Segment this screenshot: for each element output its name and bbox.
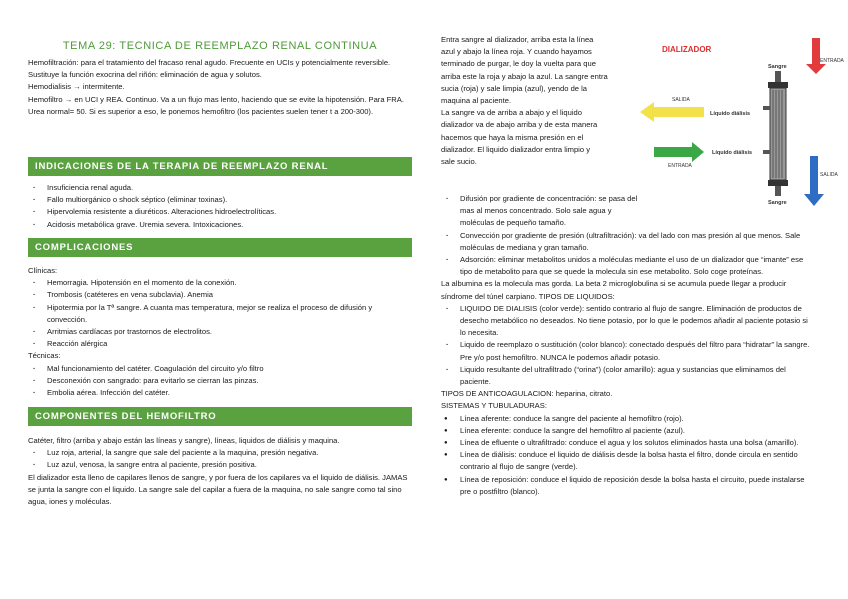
list-item: ● Línea eferente: conduce la sangre del hemofiltro al paciente (azul). [441,425,813,437]
text-line: terminado de purgar, le doy la vuelta para que [441,59,596,69]
list-item: · Hipervolemia resistente a diuréticos. Alteraciones hidroelectrolíticas. [28,206,412,218]
list-item: · Luz azul, venosa, la sangre entra al paciente, presión positiva. [28,459,412,471]
list-item: · Insuficiencia renal aguda. [28,182,412,194]
list-item: · Desconexión con sangrado: para evitarlo se cierran las pinzas. [28,375,412,387]
flujo-paragraph-1 [441,34,641,168]
salida-left-label: SALIDA [672,97,690,103]
text-line: hacemos que haya la misma presión en el [441,132,584,142]
intro-paragraph: Hemofiltro → en UCI y REA. Continuo. Va a un flujo mas lento, haciendo que se evite la hipotensión. Para FRA. Urea normal= 50. Si es superior a eso, le ponemos hemofiltro (los pacientes suelen tener t a 200-300). [28,94,404,116]
clinicas-list [28,277,412,350]
componentes-outro: El dializador esta lleno de capilares llenos de sangre, y por fuera de los capilares va el liquido de diálisis. JAMAS se junta la sangre con el liquido. La sangre sale del capilar a fuera de la maquina, no sale sangre como tal sino agua, iones y moléculas. [28,472,408,507]
text-line: dializador va de abajo arriba y de esta manera [441,120,598,130]
list-item: · Luz roja, arterial, la sangre que sale del paciente a la maquina, presión negativa. [28,447,412,459]
tecnicas-label: Técnicas: [28,351,61,361]
intro-paragraph: Hemofiltración: para el tratamiento del fracaso renal agudo. Frecuente en UCIs y potencialmente reversible. Sustituye la función exocrina del riñón: eliminación de agua y solutos. [28,58,391,80]
diagram-title: DIALIZADOR [662,45,712,54]
mecanismos-and-liquidos-block [441,193,813,498]
componentes-intro: Catéter, filtro (arriba y abajo están las líneas y sangre), líneas, liquidos de diálisis y maquina. [28,436,340,445]
list-item: ● Línea de efluente o ultrafiltrado: conduce el agua y los solutos eliminados hasta una bolsa (amarillo). [441,437,813,449]
text-line: Entra sangre al dializador, arriba esta la línea [441,35,594,44]
list-item: · Embolia aérea. Infección del catéter. [28,387,412,399]
dialyzer-diagram [640,38,844,210]
list-item: · Convección por gradiente de presión (ultrafiltración): va del lado con mas presión al que menos. Sale moléculas de mediana y gran tamaño. [441,230,813,254]
section-header-indicaciones: INDICACIONES DE LA TERAPIA DE REEMPLAZO RENAL [28,157,412,176]
liquido-bottom-label: Líquido diálisis [712,150,753,156]
list-item: · Hemorragia. Hipotensión en el momento de la conexión. [28,277,412,289]
text-line: sale sucio. [441,157,477,167]
complicaciones-block [28,265,412,399]
sangre-top-label: Sangre [768,64,787,70]
list-item: · Reacción alérgica [28,338,412,350]
clinicas-label: Clínicas: [28,266,58,275]
dialyzer-cylinder-icon [763,71,788,196]
text-line: azul y abajo la línea roja. Y cuando hayamos [441,47,592,57]
list-item: · Arritmias cardíacas por trastornos de electrolitos. [28,326,412,338]
intro-paragraph: Hemodialisis → intermitente. [28,82,125,92]
componentes-block [28,435,412,508]
section-header-complicaciones: COMPLICACIONES [28,238,412,257]
albumina-paragraph: La albumina es la molecula mas gorda. La beta 2 microglobulina si se acumula puede llegar a producir síndrome del túnel carpiano. TIPOS DE LIQUIDOS: [441,279,787,301]
list-item: · Liquido de reemplazo o sustitución (color blanco): conectado después del filtro para “hidratar” la sangre. Pre y/o post hemofiltro. NUNCA le podemos añadir potasio. [441,339,813,363]
text-line: sucia (roja) y sale limpia (azul), yendo de la [441,83,588,93]
list-item: · Difusión por gradiente de concentración: se pasa del mas al menos concentrado. Solo sale agua y moléculas de pequeño tamaño. [441,193,640,230]
sistemas-label: SISTEMAS Y TUBULADURAS: [441,401,547,411]
section-header-componentes: COMPONENTES DEL HEMOFILTRO [28,407,412,426]
intro-block [28,57,412,118]
list-item: ● Línea aferente: conduce la sangre del paciente al hemofiltro (rojo). [441,413,813,425]
indicaciones-list [28,182,412,231]
sistemas-list [441,413,813,498]
list-item: · Hipotermia por la Tª sangre. A cuanta mas temperatura, mejor se realiza el proceso de difusión y convección. [28,302,412,326]
anticoagulacion-line: TIPOS DE ANTICOAGULACION: heparina, citrato. [441,389,613,399]
indicaciones-list-block [28,182,412,231]
liquidos-list [441,303,813,388]
list-item: · Mal funcionamiento del catéter. Coagulación del circuito y/o filtro [28,363,412,375]
text-line: dializador. El liquido dializador entra limpio y [441,144,591,154]
text-line: La sangre va de arriba a abajo y el liquido [441,108,582,118]
componentes-list [28,447,412,471]
yellow-arrow-icon [640,102,704,122]
list-item: · LIQUIDO DE DIALISIS (color verde): sentido contrario al flujo de sangre. Eliminación de productos de desecho metabólico no deseados. No tiene potasio, por lo que le podemos añadir al paciente potasio si lo necesita. [441,303,813,340]
blue-arrow-icon [804,156,824,206]
green-arrow-icon [654,142,704,162]
entrada-top-label: ENTRADA [820,58,844,64]
list-item: ● Línea de reposición: conduce el liquido de reposición desde la bolsa hasta el circuito, puede instalarse pre o postfiltro (blanco). [441,474,813,498]
tecnicas-list [28,363,412,400]
list-item: · Trombosis (catéteres en vena subclavia). Anemia [28,289,412,301]
text-line: arriba este la roja y abajo la azul. La sangre entra [441,71,608,81]
liquido-top-label: Líquido diálisis [710,111,751,117]
red-arrow-icon [806,38,826,74]
list-item: · Acidosis metabólica grave. Uremia severa. Intoxicaciones. [28,219,412,231]
page-title: TEMA 29: TECNICA DE REEMPLAZO RENAL CONTINUA [62,40,378,52]
salida-right-label: SALIDA [820,172,838,178]
list-item: · Adsorción: eliminar metabolitos unidos a moléculas mediante el uso de un dializador que “imante” ese tipo de metabolito para que se quede la molecula sin ese metabolito. Solo coge proteínas. [441,254,813,278]
sangre-bottom-label: Sangre [768,200,787,206]
entrada-left-label: ENTRADA [668,163,692,169]
text-line: maquina al paciente. [441,96,512,106]
list-item: · Liquido resultante del ultrafiltrado (“orina”) (color amarillo): agua y sustancias que eliminamos del paciente. [441,364,813,388]
list-item: ● Línea de diálisis: conduce el liquido de diálisis desde la bolsa hasta el filtro, donde circula en sentido contrario al flujo de sangre (verde). [441,449,813,473]
list-item: · Fallo multiorgánico o shock séptico (eliminar toxinas). [28,194,412,206]
